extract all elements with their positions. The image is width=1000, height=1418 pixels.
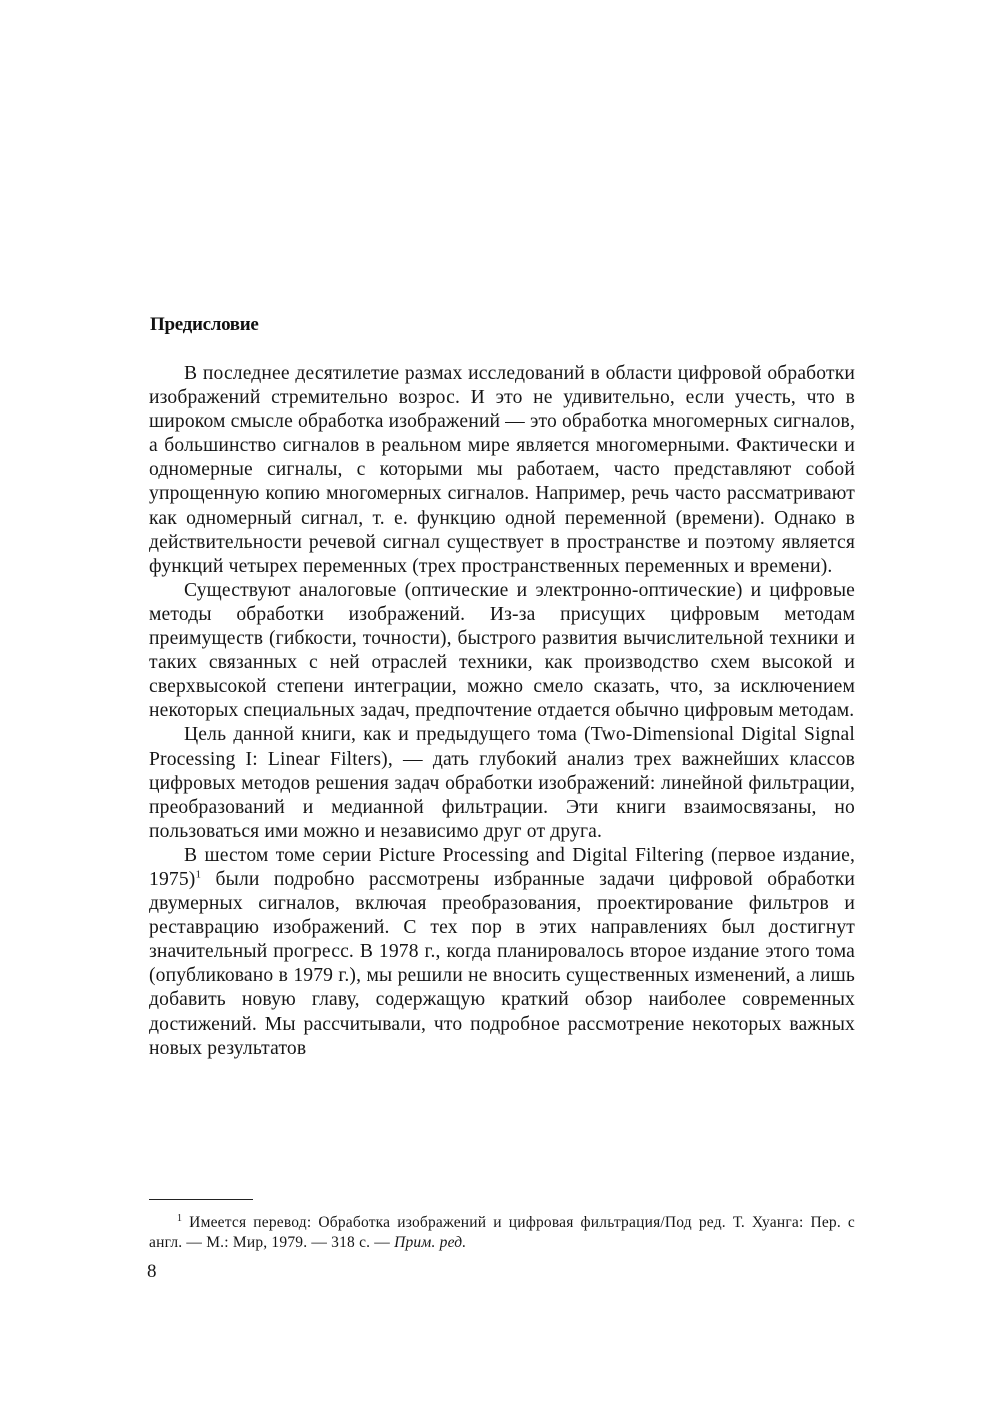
editor-note: Прим. ред. [394, 1234, 467, 1251]
footnote [149, 1213, 855, 1253]
footnote-reference: 1 [195, 868, 202, 881]
paragraph-text: В шестом томе серии Picture Processing and Digital Filtering (первое издание, 1975) [149, 844, 855, 890]
body-text [149, 362, 855, 1061]
paragraph: Существуют аналоговые (оптические и электронно-оптические) и цифровые методы обработки изображений. Из-за присущих цифровым методам преимуществ (гибкости, точности), быстрого развития вычислительной техники и таких связанных с ней отраслей техники, как производство схем высокой и сверхвысокой степени интеграции, можно смело сказать, что, за исключением некоторых специальных задач, предпочтение отдается обычно цифровым методам. [149, 579, 855, 722]
footnote-text: Имеется перевод: Обработка изображений и цифровая фильтрация/Под ред. Т. Хуанга: Пер. с англ. — М.: Мир, 1979. — 318 с. — [149, 1214, 855, 1251]
paragraph: В последнее десятилетие размах исследований в области цифровой обработки изображений стремительно возрос. И это не удивительно, если учесть, что в широком смысле обработка изображений — это обработка многомерных сигналов, а большинство сигналов в реальном мире является многомерными. Фактически и одномерные сигналы, с которыми мы работаем, часто представляют собой упрощенную копию многомерных сигналов. Например, речь часто рассматривают как одномерный сигнал, т. е. функцию одной переменной (времени). Однако в действительности речевой сигнал существует в пространстве и поэтому является функций четырех переменных (трех пространственных переменных и времени). [149, 363, 855, 577]
paragraph: Цель данной книги, как и предыдущего тома (Two-Dimensional Digital Signal Processing I: Linear Filters), — дать глубокий анализ трех важнейших классов цифровых методов решения задач обработки изображений: линейной фильтрации, преобразований и медианной фильтрации. Эти книги взаимосвязаны, но пользоваться ими можно и независимо друг от друга. [149, 724, 855, 842]
section-heading: Предисловие [150, 314, 259, 335]
footnote-divider [149, 1199, 253, 1200]
paragraph [149, 844, 855, 1061]
paragraph-text: были подробно рассмотрены избранные задачи цифровой обработки двумерных сигналов, включая преобразования, проектирование фильтров и реставрацию изображений. С тех пор в этих направлениях был достигнут значительный прогресс. В 1978 г., когда планировалось второе издание этого тома (опубликовано в 1979 г.), мы решили не вносить существенных изменений, а лишь добавить новую главу, содержащую краткий обзор наиболее современных достижений. Мы рассчитывали, что подробное рассмотрение некоторых важных новых результатов [149, 868, 855, 1059]
footnote-marker: 1 [177, 1212, 183, 1224]
page-number: 8 [147, 1261, 157, 1282]
